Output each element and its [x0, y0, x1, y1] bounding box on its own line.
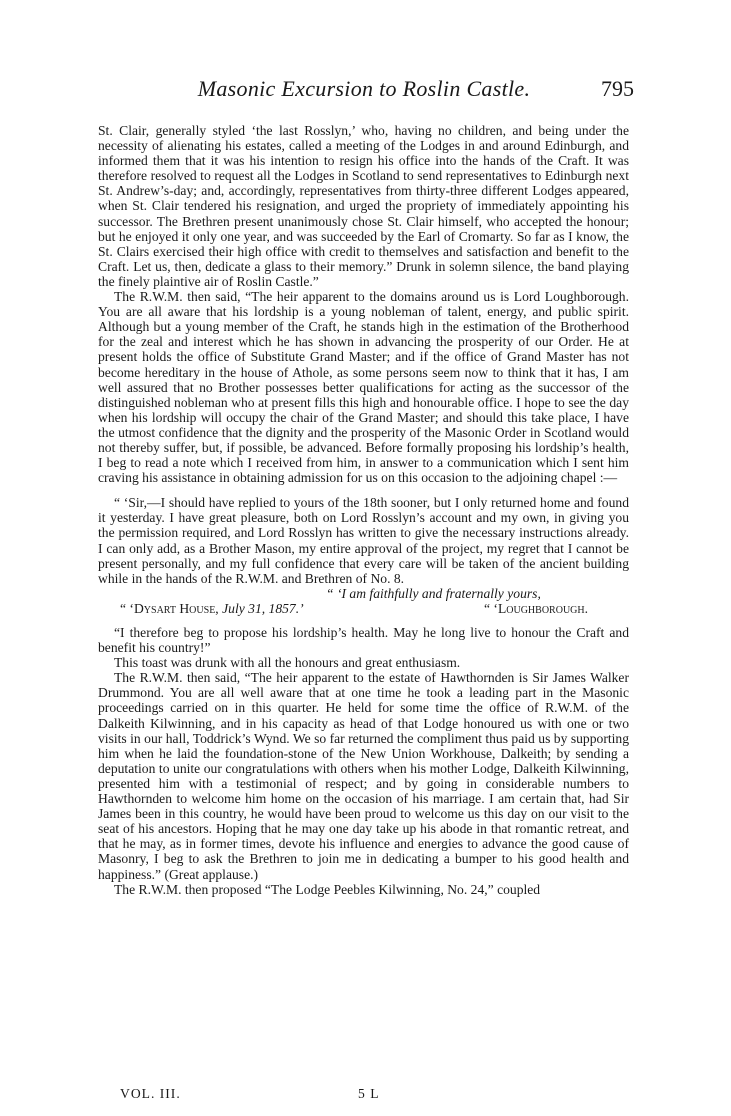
- paragraph: St. Clair, generally styled ‘the last Rosslyn,’ who, having no children, and being under the necessity of alienating his estates, called a meeting of the Lodges in and around Edinburgh, and informed them that it was his intention to resign his office into the hands of the Craft. It was therefore resolved to request all the Lodges in Scotland to send representatives to Edinburgh next St. Andrew’s-day; and, accordingly, representatives from thirty-three different Lodges appeared, when St. Clair tendered his resignation, and urged the propriety of immediately appointing his successor. The Brethren present unanimously chose St. Clair himself, who accepted the honour; but he enjoyed it only one year, and was succeeded by the Earl of Cromarty. So far as I know, the St. Clairs exercised their high office with credit to themselves and satisfaction and benefit to the Craft. Let us, then, dedicate a glass to their memory.” Drunk in solemn silence, the band playing the finely plaintive air of Roslin Castle.”: [98, 123, 629, 289]
- letter-closing-row: [98, 586, 629, 601]
- letter-place: Dysart House,: [133, 600, 219, 616]
- paragraph: This toast was drunk with all the honours and great enthusiasm.: [114, 655, 461, 671]
- paragraph: “I therefore beg to propose his lordship’s health. May he long live to honour the Craft and benefit his country!”: [98, 625, 629, 656]
- page-number: 795: [601, 76, 634, 101]
- letter-closing: “ ‘I am faithfully and fraternally yours,: [326, 585, 541, 601]
- letter-signature-prefix: “ ‘: [484, 600, 498, 616]
- quoted-letter: [98, 495, 629, 616]
- letter-place-date: [120, 601, 304, 616]
- volume-label: VOL. III.: [120, 1086, 181, 1101]
- letter-signature-name: Loughborough.: [497, 600, 589, 616]
- paragraph: The R.W.M. then said, “The heir apparent to the estate of Hawthornden is Sir James Walker Drummond. You are all well aware that at one time he took a leading part in the Masonic proceedings carried on in this quarter. He held for some time the office of R.W.M. of the Dalkeith Kilwinning, and in his capacity as head of that Lodge honoured us with one or two visits in our hall, Toddrick’s Wynd. We so far returned the compliment thus paid us by supporting him when he laid the foundation-stone of the New Union Workhouse, Dalkeith; by sending a deputation to unite our congratulations with others when his mother Lodge, Dalkeith Kilwinning, presented him with a testimonial of respect; and by going in considerable numbers to Hawthornden to welcome him home on the occasion of his marriage. I am certain that, had Sir James been in this country, he would have been proud to welcome us this day on our visit to the seat of his ancestors. Hoping that he may one day take up his abode in that romantic retreat, and that he may, as in former times, devote his influence and energies to advance the good cause of Masonry, I beg to ask the Brethren to join me in dedicating a bumper to his good health and happiness.” (Great applause.): [98, 670, 629, 882]
- paragraph: The R.W.M. then proposed “The Lodge Peebles Kilwinning, No. 24,” coupled: [114, 881, 541, 897]
- letter-signature-row: [98, 601, 629, 616]
- page-header: [94, 76, 634, 106]
- letter-signature: [484, 601, 588, 616]
- letter-place-prefix: “ ‘: [120, 600, 134, 616]
- running-title: Masonic Excursion to Roslin Castle.: [197, 76, 531, 101]
- letter-body: “ ‘Sir,—I should have replied to yours of the 18th sooner, but I only returned home and found it yesterday. I have great pleasure, both on Lord Rosslyn’s account and my own, in giving you the permission required, and Lord Rosslyn has written to give the necessary instructions already. I can only add, as a Brother Mason, my entire approval of the project, my regret that I cannot be present personally, and my full confidence that every care will be taken of the ancient building while in the hands of the R.W.M. and Brethren of No. 8.: [98, 495, 629, 586]
- paragraph: The R.W.M. then said, “The heir apparent to the domains around us is Lord Loughborough. You are all aware that his lordship is a young nobleman of talent, energy, and public spirit. Although but a young member of the Craft, he stands high in the estimation of the Brotherhood for the zeal and interest which he has shown in advancing the prosperity of our Order. He at present holds the office of Substitute Grand Master; and if the office of Grand Master has not become hereditary in the house of Athole, as some persons seem now to think that it has, I am well assured that no Brother possesses better qualifications for acting as the successor of the distinguished nobleman who at present fills this high and honourable office. I hope to see the day when his lordship will occupy the chair of the Grand Master; and should this take place, I have the utmost confidence that the dignity and the prosperity of the Masonic Order in Scotland would not thereby suffer, but, if possible, be advanced. Before formally proposing his lordship’s health, I beg to read a note which I received from him, in answer to a communication which I sent him craving his assistance in obtaining admission for us on this occasion to the adjoining chapel :—: [98, 289, 629, 486]
- signature-mark: 5 L: [358, 1086, 380, 1101]
- letter-date: July 31, 1857.’: [222, 600, 304, 616]
- page-footer: [120, 1086, 640, 1106]
- article-body: [98, 123, 629, 897]
